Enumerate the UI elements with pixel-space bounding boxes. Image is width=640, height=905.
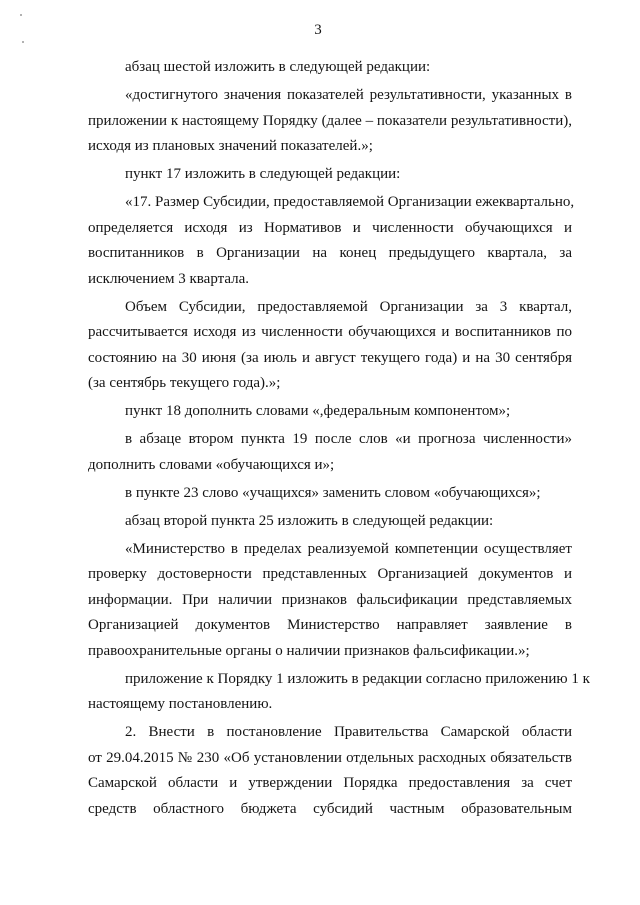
text-line: состоянию на 30 июня (за июль и август текущего года) и на 30 сентября — [88, 349, 572, 366]
text-line: исходя из плановых значений показателей.»; — [88, 138, 373, 154]
text-line: в абзаце втором пункта 19 после слов «и прогноза численности» — [125, 431, 572, 447]
text-line: «17. Размер Субсидии, предоставляемой Организации ежеквартально, — [125, 194, 575, 210]
text-line: «достигнутого значения показателей результативности, указанных в — [125, 87, 572, 103]
paragraph — [88, 537, 572, 665]
text-line: пункт 17 изложить в следующей редакции: — [125, 166, 401, 182]
text-line: воспитанников в Организации на конец предыдущего квартала, за — [88, 245, 572, 261]
text-line: определяется исходя из Нормативов и численности обучающихся и — [88, 219, 572, 236]
text-line: исключением 3 квартала. — [88, 270, 250, 287]
text-line: Организацией документов Министерство направляет заявление в — [88, 617, 572, 633]
page-number: 3 — [314, 22, 322, 38]
paragraph — [88, 720, 572, 822]
paragraph — [88, 162, 572, 188]
text-line: в пункте 23 слово «учащихся» заменить словом «обучающихся»; — [125, 484, 541, 501]
text-line: настоящему постановлению. — [88, 696, 273, 712]
text-line: дополнить словами «обучающихся и»; — [88, 456, 335, 473]
text-line: абзац второй пункта 25 изложить в следующей редакции: — [125, 512, 494, 529]
text-line: приложение к Порядку 1 изложить в редакции согласно приложению 1 к — [125, 670, 590, 687]
text-line: проверку достоверности представленных Организацией документов и — [88, 566, 572, 582]
text-line: абзац шестой изложить в следующей редакции: — [125, 59, 431, 75]
scan-speck — [20, 14, 22, 16]
paragraph — [88, 295, 572, 397]
text-line: «Министерство в пределах реализуемой компетенции осуществляет — [125, 540, 572, 557]
paragraph — [88, 509, 572, 535]
text-line: Самарской области и утверждении Порядка предоставления за счет — [88, 775, 572, 791]
paragraph — [88, 83, 572, 160]
paragraph — [88, 427, 572, 478]
paragraph — [88, 55, 572, 81]
document-body — [88, 55, 590, 822]
paragraph — [88, 667, 590, 718]
text-line: Объем Субсидии, предоставляемой Организации за 3 квартал, — [125, 298, 572, 315]
text-line: информации. При наличии признаков фальсификации представляемых — [88, 591, 572, 608]
paragraph — [88, 481, 572, 507]
text-line: 2. Внести в постановление Правительства Самарской области — [125, 724, 572, 740]
text-line: (за сентябрь текущего года).»; — [88, 375, 281, 391]
text-line: средств областного бюджета субсидий частным образовательным — [88, 800, 572, 817]
text-line: пункт 18 дополнить словами «,федеральным компонентом»; — [125, 403, 511, 419]
text-line: правоохранительные органы о наличии признаков фальсификации.»; — [88, 642, 530, 659]
paragraph — [88, 399, 572, 425]
text-line: приложении к настоящему Порядку (далее – показатели результативности), — [88, 112, 572, 129]
paragraph — [88, 190, 575, 292]
text-line: от 29.04.2015 № 230 «Об установлении отдельных расходных обязательств — [88, 749, 572, 766]
text-line: рассчитывается исходя из численности обучающихся и воспитанников по — [88, 324, 572, 340]
